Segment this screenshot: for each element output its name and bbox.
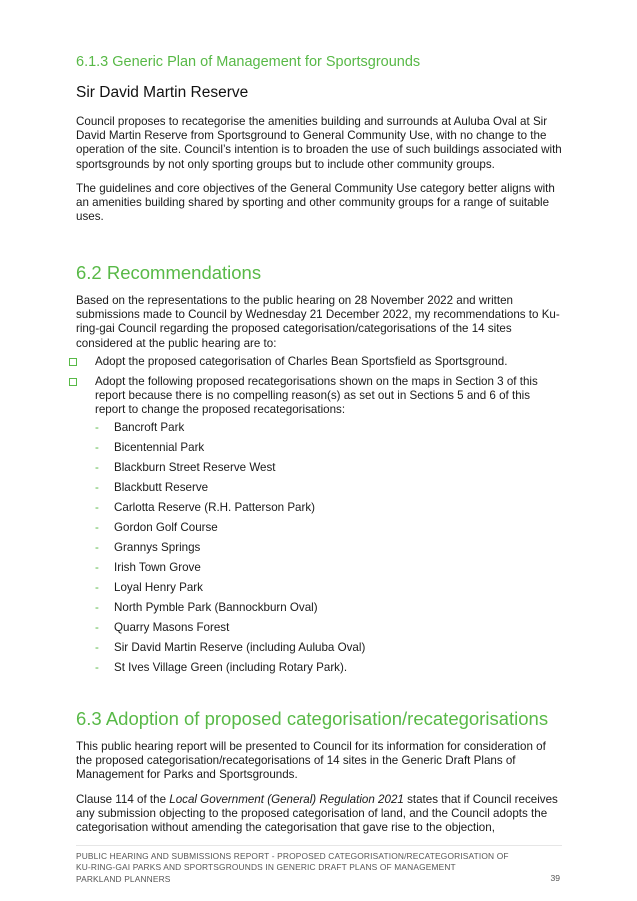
page-number: 39 bbox=[550, 873, 560, 883]
dash-bullet-icon: - bbox=[95, 581, 99, 594]
dash-bullet-icon: - bbox=[95, 421, 99, 434]
dash-bullet-icon: - bbox=[95, 461, 99, 474]
recommendation-bullet-2-text: Adopt the following proposed recategorisations shown on the maps in Section 3 of this report because there is no compelling reason(s) as set out in Sections 5 and 6 of this report to change the proposed recategorisations: bbox=[95, 375, 538, 417]
footer-line-1: PUBLIC HEARING AND SUBMISSIONS REPORT - PROPOSED CATEGORISATION/RECATEGORISATION OF bbox=[76, 851, 509, 861]
section-6-3-paragraph-2: Clause 114 of the Local Government (General) Regulation 2021 states that if Council receives any submission objecting to the proposed categorisation of land, and the Council adopts the categorisation without amending the categorisation that gave rise to the objection, bbox=[76, 793, 558, 835]
dash-bullet-icon: - bbox=[95, 481, 99, 494]
regulation-title: Local Government (General) Regulation 2021 bbox=[169, 793, 404, 806]
section-6-1-3-paragraph-1: Council proposes to recategorise the amenities building and surrounds at Auluba Oval at Sir David Martin Reserve from Sportsground to General Community Use, with no change to the operation of the site. Council’s intention is to broaden the use of such buildings associated with sportsgrounds by not only sporting groups but to include other community groups. bbox=[76, 115, 562, 171]
recommendations-intro: Based on the representations to the public hearing on 28 November 2022 and written submissions made to Council by Wednesday 21 December 2022, my recommendations to Ku-ring-gai Council regarding the proposed categorisation/categorisations of the 14 sites considered at the public hearing are to: bbox=[76, 294, 560, 350]
dash-bullet-icon: - bbox=[95, 621, 99, 634]
checkbox-bullet-icon bbox=[69, 378, 77, 386]
dash-bullet-icon: - bbox=[95, 661, 99, 674]
dash-bullet-icon: - bbox=[95, 541, 99, 554]
footer-divider bbox=[76, 845, 562, 846]
section-6-1-3-heading: 6.1.3 Generic Plan of Management for Sportsgrounds bbox=[76, 54, 421, 70]
section-6-3-heading: 6.3 Adoption of proposed categorisation/recategorisations bbox=[76, 708, 549, 729]
recommendation-bullet-1 bbox=[76, 355, 562, 369]
dash-bullet-icon: - bbox=[95, 501, 99, 514]
recommendation-bullet-1-text: Adopt the proposed categorisation of Charles Bean Sportsfield as Sportsground. bbox=[95, 355, 508, 368]
section-6-2-heading: 6.2 Recommendations bbox=[76, 262, 262, 283]
dash-bullet-icon: - bbox=[95, 521, 99, 534]
footer-line-3: PARKLAND PLANNERS bbox=[76, 873, 171, 884]
section-6-1-3-paragraph-2: The guidelines and core objectives of the General Community Use category better aligns with an amenities building shared by sporting and other community groups for a range of suitable uses. bbox=[76, 182, 555, 224]
recommendation-bullet-2 bbox=[76, 375, 562, 418]
section-6-3-paragraph-1: This public hearing report will be presented to Council for its information for consideration of the proposed categorisation/recategorisations of 14 sites in the Generic Draft Plans of Management for Parks and Sportsgrounds. bbox=[76, 740, 546, 782]
dash-bullet-icon: - bbox=[95, 441, 99, 454]
dash-bullet-icon: - bbox=[95, 641, 99, 654]
dash-bullet-icon: - bbox=[95, 601, 99, 614]
footer-line-2: KU-RING-GAI PARKS AND SPORTSGROUNDS IN GENERIC DRAFT PLANS OF MANAGEMENT bbox=[76, 862, 456, 873]
sir-david-martin-subheading: Sir David Martin Reserve bbox=[76, 84, 249, 101]
dash-bullet-icon: - bbox=[95, 561, 99, 574]
checkbox-bullet-icon bbox=[69, 358, 77, 366]
page-footer bbox=[76, 851, 509, 885]
